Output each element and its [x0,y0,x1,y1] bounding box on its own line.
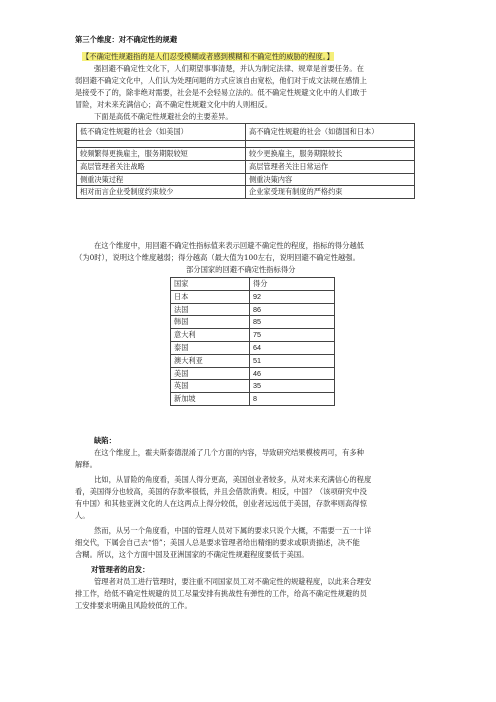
defects-p2-line-3: 有中国）和其他亚洲文化的人在这两点上得分较低，创业者远远低于美国，存款率则高得惊 [75,499,367,508]
table-header-row [171,278,335,291]
table-cell: 较少更换雇主，服务期限较长 [246,148,415,161]
table-cell: 企业家受现有制度的严格约束 [246,186,415,199]
table-row [77,160,415,173]
defects-p2-line-1: 比如，从冒险的角度看，美国人得分更高，美国创业者较多，从对未来充满信心的程度 [94,475,372,484]
score-cell: 51 [250,354,335,367]
definition-highlight: 【不确定性规避指的是人们忍受模糊或者感到模糊和不确定性的威胁的程度。】 [82,52,334,61]
intro-line-4: 冒险，对未来充满信心；高不确定性规避文化中的人则相反。 [75,100,273,109]
index-line-1: 在这个维度中，用回避不确定性指标值来表示回避不确定性的程度，指标的得分越低 [94,241,364,250]
table-row [171,316,335,329]
country-cell: 泰国 [171,341,250,354]
country-cell: 新加坡 [171,393,250,406]
implication-line-2: 排工作，给低不确定性规避的员工尽量安排有挑战性有弹性的工作，给高不确定性规避的员 [75,589,367,598]
table-header-cell: 国家 [171,278,250,291]
table-cell: 高层管理者关注战略 [77,160,246,173]
score-cell: 85 [250,316,335,329]
table-cell: 相对而言企业受制度约束较少 [77,186,246,199]
country-cell: 法国 [171,303,250,316]
table2-caption: 部分国家的回避不确定性指标得分 [186,265,296,274]
intro-line-2: 弱回避不确定文化中，人们认为处理问题的方式应该自由宽松，他们对于成文法规在感情上 [75,76,367,85]
score-cell: 8 [250,393,335,406]
table1-caption: 下面是高低不确定性规避社会的主要差异。 [94,112,233,121]
section-title: 第三个维度：对不确定性的规避 [75,35,178,44]
defects-title: 缺陷： [94,436,116,445]
table-row [171,393,335,406]
defects-p3-line-3: 含糊。所以，这个方面中国及亚洲国家的不确定性规避程度要低于美国。 [75,550,309,559]
uncertainty-comparison-table [76,123,415,199]
country-score-table [170,277,335,406]
table-cell: 高层管理者关注日常运作 [246,160,415,173]
table-row [77,173,415,186]
country-cell: 日本 [171,290,250,303]
defects-p1-line-2: 解释。 [75,460,97,469]
implication-line-3: 工安排要求明确且风险较低的工作。 [75,601,192,610]
country-cell: 美国 [171,367,250,380]
table-row [171,303,335,316]
score-cell: 75 [250,329,335,342]
country-cell: 澳大利亚 [171,354,250,367]
defects-p2-line-2: 看，美国得分也较高，美国的存款率很低，并且会借款消费。相反，中国？（该项研究中没 [75,487,367,496]
table-cell: 较频繁得更换雇主，服务期限较短 [77,148,246,161]
intro-line-1: 强回避不确定性文化下，人们期望事事清楚，并认为制定法律、规章是首要任务。在 [94,64,364,73]
table-row [171,329,335,342]
implication-title: 对管理者的启发： [91,565,150,574]
table-header-row [77,124,415,141]
definition-text [82,51,334,63]
table-header-cell: 低不确定性规避的社会（如美国） [77,124,246,141]
table-row [171,380,335,393]
intro-line-3: 是接受不了的，除非绝对需要，社会是不会轻易立法的。低不确定性规避文化中的人们敢于 [75,88,367,97]
country-cell: 英国 [171,380,250,393]
implication-line-1: 管理者对员工进行管理时，要注重不同国家员工对不确定性的规避程度，以此来合理安 [94,577,372,586]
table-header-cell: 得分 [250,278,335,291]
defects-p1-line-1: 在这个维度上，霍夫斯泰德混淆了几个方面的内容，导致研究结果模棱两可，有多种 [94,448,364,457]
table-cell: 侧重决策过程 [77,173,246,186]
table-row [77,186,415,199]
table-cell: 侧重决策内容 [246,173,415,186]
score-cell: 92 [250,290,335,303]
country-cell: 韩国 [171,316,250,329]
score-cell: 86 [250,303,335,316]
score-cell: 46 [250,367,335,380]
table-header-cell: 高不确定性规避的社会（如德国和日本） [246,124,415,141]
table-row [171,341,335,354]
index-line-2: （为0时），说明这个维度越弱；得分越高（最大值为100左右，说明回避不确定性越强。 [75,253,360,262]
score-cell: 35 [250,380,335,393]
country-cell: 意大利 [171,329,250,342]
defects-p3-line-2: 细交代，下属会自己去“悟”；美国人总是要求管理者给出精细的要求或职责描述，决不能 [75,538,360,547]
table-row [171,354,335,367]
table-row [171,290,335,303]
defects-p3-line-1: 然而，从另一个角度看，中国的管理人员对下属的要求只说个大概，不需要一五一十详 [94,526,372,535]
score-cell: 64 [250,341,335,354]
table-row [77,148,415,161]
table-row [171,367,335,380]
defects-p2-line-4: 人。 [75,511,90,520]
